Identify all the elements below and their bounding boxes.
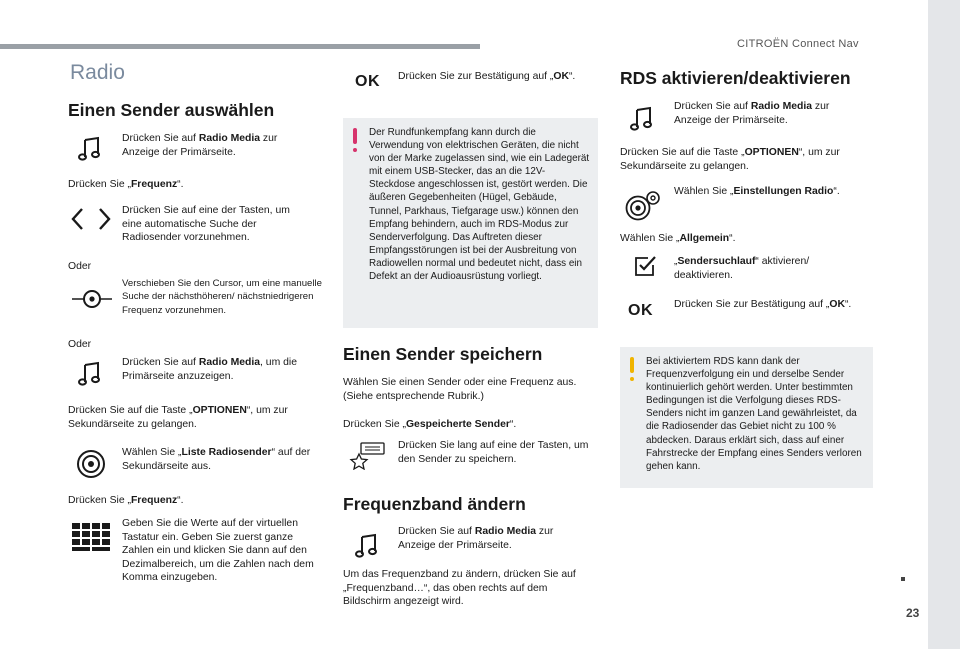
section-title-save: Einen Sender speichern [343, 344, 543, 364]
checkbox-checked-icon [634, 255, 656, 277]
ok-icon: OK [628, 302, 653, 319]
step-radio-media-1 [122, 132, 302, 159]
text: “. [568, 71, 576, 82]
text: “, um zur Sekundärseite zu gelangen. [620, 147, 840, 172]
text-bold: Sendersuchlauf [677, 256, 756, 267]
text: zur Anzeige der Primärseite. [674, 101, 830, 126]
para-select-station: Wählen Sie einen Sender oder eine Frequenz aus. (Siehe entsprechende Rubrik.) [343, 377, 577, 402]
text: , um die Primärseite anzuzeigen. [122, 357, 297, 382]
text: zur Anzeige der Primärseite. [122, 133, 278, 158]
info-mark-icon [630, 357, 634, 373]
warning-mark-icon [353, 128, 357, 144]
step-auto-search: Drücken Sie auf eine der Tasten, um eine automatische Suche der Radiosender vorzunehmen. [122, 205, 290, 244]
para-optionen-2 [620, 146, 870, 173]
step-radio-media-2 [122, 356, 322, 383]
text: “. [177, 179, 184, 190]
text: Wählen Sie „ [122, 447, 182, 458]
text-bold: OPTIONEN [192, 405, 247, 416]
column-3 [620, 66, 875, 626]
music-note-icon [78, 136, 102, 162]
para-allgemein [620, 232, 870, 246]
para-change-band: Um das Frequenzband zu ändern, drücken Sie auf „Frequenzband…“, das oben rechts auf dem Bildschirm angezeigt wird. [343, 569, 576, 608]
column-1 [68, 61, 333, 626]
text-bold: Frequenz [130, 179, 178, 190]
step-einstellungen-radio [674, 185, 874, 199]
text: “. [833, 186, 840, 197]
text: Drücken Sie zur Bestätigung auf „ [398, 71, 554, 82]
step-liste-radiosender [122, 446, 322, 473]
warning-text: Der Rundfunkempfang kann durch die Verwendung von elektrischen Geräten, die nicht von der Marke zugelassen sind, wie ein Ladegerät mit einem USB-Stecker, das an die 12V-Steckdose angeschlossen ist, gestört werden. Die äußeren Gegebenheiten (Hügel, Gebäude, Tunnel, Parkhaus, Tiefgarage usw.) können den Empfang behindern, auch im RDS-Modus zur Senderverfolgung. Das Auftreten dieser Empfangsstörungen ist bei der Ausbreitung von Radiowellen normal und bedeutet nicht, dass ein Defekt an der Audioausrüstung vorliegt. [369, 127, 590, 283]
text: “. [177, 495, 184, 506]
text: “. [844, 299, 852, 310]
text: Drücken Sie auf [398, 526, 475, 537]
warning-note [343, 118, 598, 328]
text: “. [509, 419, 517, 430]
para-frequenz-2 [68, 494, 184, 508]
text: “ aktivieren/ deaktivieren. [674, 256, 810, 281]
text-bold: OPTIONEN [744, 147, 799, 158]
text: Wählen Sie „ [620, 233, 680, 244]
save-preset-star-icon [349, 442, 385, 470]
oder-2: Oder [68, 339, 92, 350]
music-note-icon [355, 533, 379, 559]
text: “ auf der Sekundärseite aus. [122, 447, 311, 472]
page-number: 23 [906, 606, 920, 620]
text-bold: Radio Media [474, 526, 537, 537]
text-bold: OK [553, 71, 569, 82]
tuning-slider-icon [72, 287, 112, 311]
text-bold: Gespeicherte Sender [405, 419, 510, 430]
text: Drücken Sie auf die Taste „ [68, 405, 193, 416]
text: “, um zur Sekundärseite zu gelangen. [68, 405, 288, 430]
text-bold: Radio Media [198, 133, 261, 144]
step-radio-media-4 [674, 100, 854, 127]
header-brand: CITROËN Connect Nav [737, 38, 859, 50]
text: “. [729, 233, 736, 244]
page-title: Radio [70, 61, 125, 84]
music-note-icon [630, 106, 654, 132]
column-2 [343, 66, 600, 626]
text: Drücken Sie auf [122, 357, 199, 368]
radio-settings-icon [624, 190, 662, 222]
text: Wählen Sie „ [674, 186, 734, 197]
text-bold: Radio Media [750, 101, 813, 112]
info-text: Bei aktiviertem RDS kann dank der Frequenzverfolgung ein und derselbe Sender kontinuierlich gehört werden. Unter bestimmten Bedingungen ist die Verfolgung dieses RDS-Senders nicht im ganzen Land gewährleistet, da die Radiosender das Gebiet nicht zu 100 % abdecken. Daraus erklärt sich, dass auf einer Fahrstrecke der Empfang eines Senders verloren gehen kann. [646, 356, 862, 472]
step-ok-confirm-2 [674, 298, 874, 312]
text-bold: OK [829, 299, 845, 310]
radio-waves-icon [76, 449, 106, 479]
text: zur Anzeige der Primärseite. [398, 526, 554, 551]
section-title-select: Einen Sender auswählen [68, 100, 275, 120]
section-title-rds: RDS aktivieren/deaktivieren [620, 68, 851, 88]
keypad-icon [72, 523, 110, 551]
header-rule [0, 44, 480, 49]
info-note [620, 347, 873, 488]
text: „ [674, 256, 678, 267]
text: Drücken Sie auf die Taste „ [620, 147, 745, 158]
step-ok-confirm [398, 70, 598, 84]
section-title-band: Frequenzband ändern [343, 494, 526, 514]
step-long-press-save: Drücken Sie lang auf eine der Tasten, um den Sender zu speichern. [398, 440, 589, 465]
text-bold: Einstellungen Radio [733, 186, 834, 197]
para-gespeicherte-sender [343, 418, 598, 432]
para-frequenz-1 [68, 178, 328, 192]
para-optionen-1 [68, 404, 328, 431]
warning-dot-icon [353, 148, 357, 152]
text: Drücken Sie „ [68, 495, 131, 506]
step-virtual-keyboard: Geben Sie die Werte auf der virtuellen Tastatur ein. Geben Sie zuerst ganze Zahlen ein und klicken Sie dann auf den Dezimalbereich, um die Zahlen nach dem Komma einzugeben. [122, 518, 314, 584]
step-radio-media-3 [398, 525, 588, 552]
text: Drücken Sie „ [343, 419, 406, 430]
music-note-icon [78, 361, 102, 387]
step-manual-search: Verschieben Sie den Cursor, um eine manuelle Suche der nächsthöheren/ nächstniedrigeren Frequenz vorzunehmen. [122, 278, 322, 316]
step-sendersuchlauf [674, 255, 864, 282]
text-bold: Liste Radiosender [181, 447, 272, 458]
chevron-left-right-icon [70, 207, 112, 231]
text: Drücken Sie „ [68, 179, 131, 190]
text: Drücken Sie auf [674, 101, 751, 112]
page-edge-bar [928, 0, 960, 649]
info-dot-icon [630, 377, 634, 381]
oder-1: Oder [68, 261, 92, 272]
text-bold: Radio Media [198, 357, 261, 368]
text: Drücken Sie zur Bestätigung auf „ [674, 299, 830, 310]
text-bold: Frequenz [130, 495, 178, 506]
ok-icon: OK [355, 73, 380, 90]
text: Drücken Sie auf [122, 133, 199, 144]
text-bold: Allgemein [679, 233, 730, 244]
end-of-section-marker [901, 577, 905, 581]
